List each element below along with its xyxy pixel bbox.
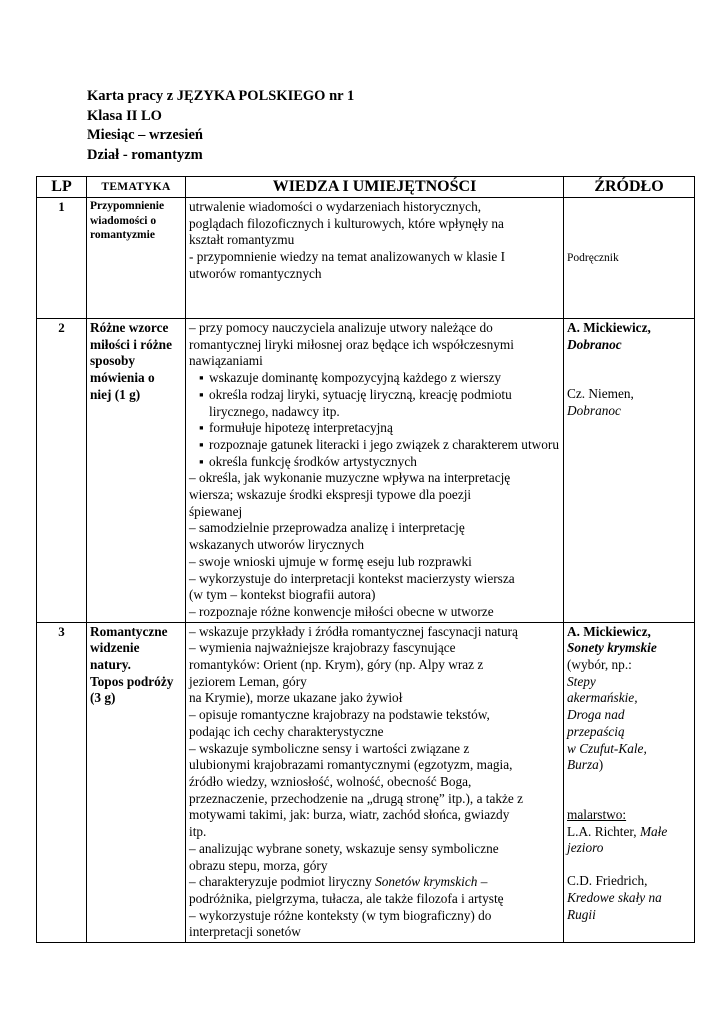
column-header-knowledge: WIEDZA I UMIEJĘTNOŚCI xyxy=(186,177,564,198)
section-label: Dział - romantyzm xyxy=(87,146,203,163)
table-header-row xyxy=(37,177,695,198)
table-row xyxy=(37,622,695,942)
worksheet-header xyxy=(87,87,354,165)
class-label: Klasa II LO xyxy=(87,107,162,124)
table-row xyxy=(37,319,695,623)
row-topic: Romantyczne widzenie natury. Topos podróży (3 g) xyxy=(87,622,186,942)
bullet-item: ▪ rozpoznaje gatunek literacki i jego związek z charakterem utworu xyxy=(189,437,560,454)
column-header-topic: TEMATYKA xyxy=(87,177,186,198)
row-content: utrwalenie wiadomości o wydarzeniach historycznych, poglądach filozoficznych i kulturowych, które wpłynęły na kształt romantyzmu - przypomnienie wiedzy na temat analizowanych w klasie I utworów romantycznych xyxy=(186,198,564,319)
bullet-item: ▪ wskazuje dominantę kompozycyjną każdego z wierszy xyxy=(189,370,560,387)
bullet-item: ▪ określa funkcję środków artystycznych xyxy=(189,454,560,471)
row-number: 3 xyxy=(37,622,87,942)
worksheet-title: Karta pracy z JĘZYKA POLSKIEGO nr 1 xyxy=(87,88,355,104)
bullet-item: ▪ określa rodzaj liryki, sytuację liryczną, kreację podmiotu lirycznego, nadawcy itp. xyxy=(189,387,560,420)
row-topic: Różne wzorce miłości i różne sposoby mówienia o niej (1 g) xyxy=(87,319,186,623)
row-number: 2 xyxy=(37,319,87,623)
column-header-source: ŹRÓDŁO xyxy=(564,177,695,198)
row-content: – przy pomocy nauczyciela analizuje utwory należące do romantycznej liryki miłosnej oraz będące ich współczesnymi nawiązaniami ▪ wskazuje dominantę kompozycyjną każdego z wierszy ▪ określa rodzaj liryki, sytuację liryczną, kreację podmiotu lirycznego, nadawcy itp. ▪ formułuje hipotezę interpretacyjną ▪ rozpoznaje gatunek literacki i jego związek z charakterem utworu ▪ określa funkcję środków artystycznych – określa, jak wykonanie muzyczne wpływa na interpretację wiersza; wskazuje środki ekspresji typowe dla poezji śpiewanej – samodzielnie przeprowadza analizę i interpretację wskazanych utworów lirycznych – swoje wnioski ujmuje w formę eseju lub rozprawki – wykorzystuje do interpretacji kontekst macierzysty wiersza (w tym – kontekst biografii autora) – rozpoznaje różne konwencje miłości obecne w utworze xyxy=(186,319,564,623)
bullet-item: ▪ formułuje hipotezę interpretacyjną xyxy=(189,420,560,437)
month-label: Miesiąc – wrzesień xyxy=(87,127,203,143)
column-header-lp: LP xyxy=(37,177,87,198)
row-content: – wskazuje przykłady i źródła romantycznej fascynacji naturą – wymienia najważniejsze krajobrazy fascynujące romantyków: Orient (np. Krym), góry (np. Alpy wraz z jeziorem Leman, góry na Krymie), morze ukazane jako żywioł – opisuje romantyczne krajobrazy na podstawie tekstów, podając ich cechy charakterystyczne – wskazuje symboliczne sensy i wartości związane z ulubionymi krajobrazami romantycznymi (egzotyzm, magia, źródło wiedzy, wzniosłość, wolność, obecność Boga, przeznaczenie, przechodzenie na „drugą stronę” itp.), a także z motywami takimi, jak: burza, wiatr, zachód słońca, gwiazdy itp. – analizując wybrane sonety, wskazuje sensy symboliczne obrazu stepu, morza, góry – charakteryzuje podmiot liryczny Sonetów krymskich – podróżnika, pielgrzyma, tułacza, ale także filozofa i artystę – wykorzystuje różne konteksty (w tym biograficzny) do interpretacji sonetów xyxy=(186,622,564,942)
row-topic: Przypomnienie wiadomości o romantyzmie xyxy=(87,198,186,319)
table-row xyxy=(37,198,695,319)
row-source: A. Mickiewicz, Dobranoc Cz. Niemen, Dobranoc xyxy=(564,319,695,623)
curriculum-table xyxy=(36,176,695,943)
row-source: Podręcznik xyxy=(564,198,695,319)
row-number: 1 xyxy=(37,198,87,319)
row-source: A. Mickiewicz, Sonety krymskie (wybór, np.: Stepy akermańskie, Droga nad przepaścią w Czufut-Kale, Burza) malarstwo: L.A. Richter, Małe jezioro C.D. Friedrich, Kredowe skały na Rugii xyxy=(564,622,695,942)
